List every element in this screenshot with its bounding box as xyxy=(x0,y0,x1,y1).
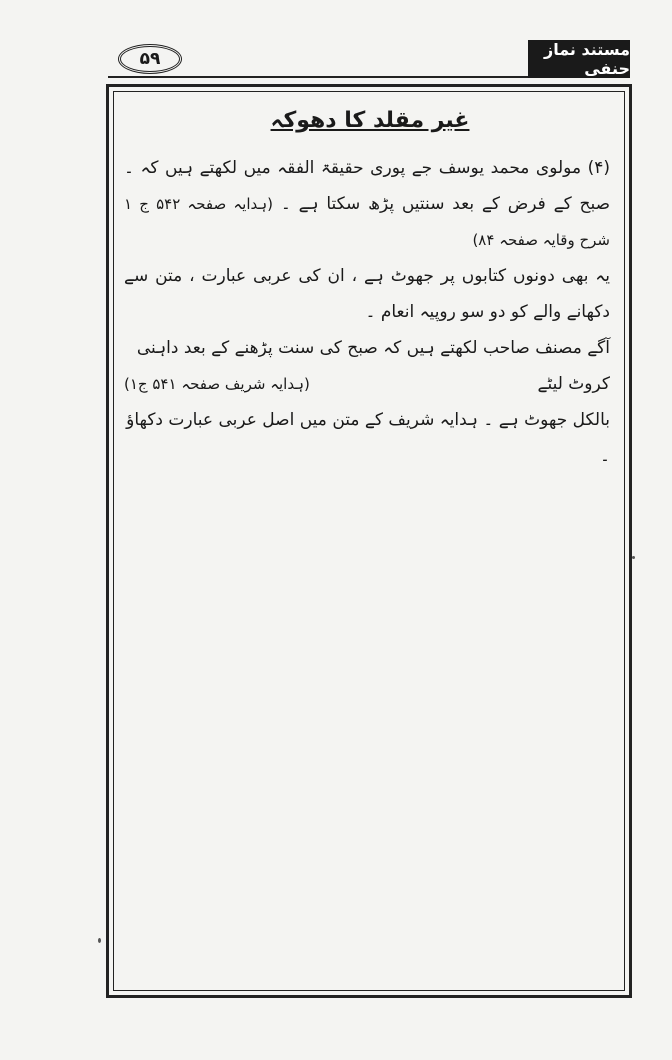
header-rule xyxy=(108,76,530,78)
section-heading: غیر مقلد کا دھوکہ xyxy=(270,108,470,133)
paragraph-1-text: (۴) مولوی محمد یوسف جے پوری حقیقۃ الفقہ میں لکھتے ہیں کہ ۔ صبح کے فرض کے بعد سنتیں پڑھ سکتا ہے ۔ xyxy=(124,158,611,214)
paragraph-3-reference: (ہدایہ شریف صفحہ ۵۴۱ ج۱) xyxy=(124,375,310,393)
paragraph-3-continuation-row xyxy=(118,366,622,402)
paragraph-1 xyxy=(118,150,622,258)
page-number xyxy=(118,44,182,74)
page-number-text: ۵۹ xyxy=(139,49,161,69)
paragraph-3-text: آگے مصنف صاحب لکھتے ہیں کہ صبح کی سنت پڑھنے کے بعد داہنی xyxy=(136,338,610,358)
book-title-banner xyxy=(528,40,630,78)
page-content xyxy=(118,106,622,474)
paragraph-3-continuation: کروٹ لیٹے xyxy=(537,374,610,394)
book-title: مستند نماز حنفی xyxy=(543,40,630,78)
paragraph-1-reference: (ہدایہ صفحہ ۵۴۲ ج ۱ شرح وقایہ صفحہ ۸۴) xyxy=(124,195,610,249)
paragraph-2 xyxy=(118,258,622,330)
print-speck xyxy=(98,938,101,943)
print-speck xyxy=(632,556,635,559)
paragraph-4 xyxy=(118,402,622,474)
paragraph-3 xyxy=(118,330,622,366)
paragraph-2-text: یہ بھی دونوں کتابوں پر جھوٹ ہے ، ان کی عربی عبارت ، متن سے دکھانے والے کو دو سو روپیہ انعام ۔ xyxy=(124,266,610,322)
paragraph-4-text: بالکل جھوٹ ہے ۔ ہدایہ شریف کے متن میں اصل عربی عبارت دکھاؤ ۔ xyxy=(126,410,610,466)
